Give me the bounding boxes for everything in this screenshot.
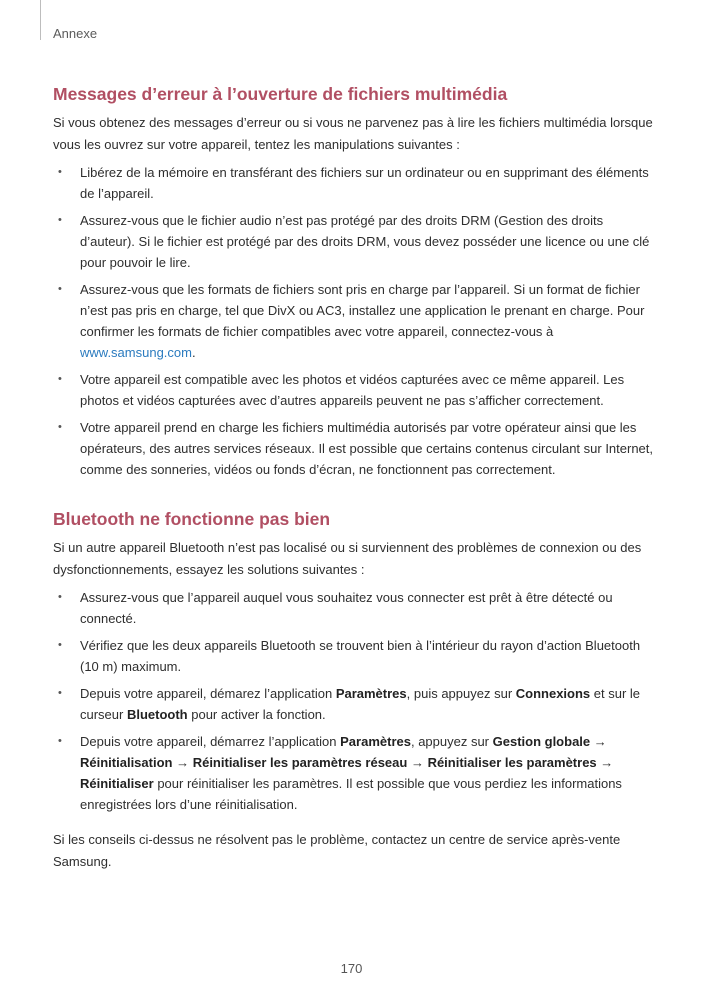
section-intro-media-errors: Si vous obtenez des messages d’erreur ou si vous ne parvenez pas à lire les fichiers multimédia lorsque vous les ouvrez sur votre appareil, tentez les manipulations suivantes : bbox=[53, 115, 653, 152]
list-item: • Vérifiez que les deux appareils Bluetooth se trouvent bien à l’intérieur du rayon d’action Bluetooth (10 m) maximum. bbox=[53, 635, 653, 677]
bullet-icon: • bbox=[58, 591, 62, 603]
media-errors-list bbox=[53, 162, 653, 480]
bullet-icon: • bbox=[58, 214, 62, 226]
bullet-icon: • bbox=[58, 166, 62, 178]
section-intro-bluetooth: Si un autre appareil Bluetooth n’est pas localisé ou si surviennent des problèmes de connexion ou des dysfonctionnements, essayez les solutions suivantes : bbox=[53, 540, 642, 577]
section-title-bluetooth: Bluetooth ne fonctionne pas bien bbox=[53, 509, 331, 529]
bullet-icon: • bbox=[58, 735, 62, 747]
header-side-rule bbox=[40, 0, 41, 40]
list-item: • Depuis votre appareil, démarez l’application Paramètres, puis appuyez sur Connexions et sur le curseur Bluetooth pour activer la fonction. bbox=[53, 683, 653, 725]
header-label: Annexe bbox=[53, 26, 98, 41]
list-item: • Votre appareil est compatible avec les photos et vidéos capturées avec ce même appareil. Les photos et vidéos capturées avec d’autres appareils peuvent ne pas s’afficher correctement. bbox=[53, 369, 653, 411]
bullet-icon: • bbox=[58, 373, 62, 385]
list-item: • Libérez de la mémoire en transférant des fichiers sur un ordinateur ou en supprimant des éléments de l’appareil. bbox=[53, 162, 653, 204]
section-bluetooth bbox=[53, 507, 653, 873]
bluetooth-list bbox=[53, 587, 653, 815]
bullet-icon: • bbox=[58, 639, 62, 651]
bullet-icon: • bbox=[58, 687, 62, 699]
closing-paragraph: Si les conseils ci-dessus ne résolvent pas le problème, contactez un centre de service après-vente Samsung. bbox=[53, 832, 621, 869]
bullet-icon: • bbox=[58, 421, 62, 433]
list-item: • Assurez-vous que le fichier audio n’est pas protégé par des droits DRM (Gestion des droits d’auteur). Si le fichier est protégé par des droits DRM, vous devez posséder une licence ou une clé pour pouvoir le lire. bbox=[53, 210, 653, 273]
list-item: • Assurez-vous que l’appareil auquel vous souhaitez vous connecter est prêt à être détecté ou connecté. bbox=[53, 587, 653, 629]
list-item: • Depuis votre appareil, démarrez l’application Paramètres, appuyez sur Gestion globale → Réinitialisation → Réinitialiser les paramètres réseau → Réinitialiser les paramètres → Réinitialiser pour réinitialiser les paramètres. Il est possible que vous perdiez les informations enregistrées lors d’une réinitialisation. bbox=[53, 731, 653, 815]
page-content bbox=[53, 82, 653, 873]
bullet-icon: • bbox=[58, 283, 62, 295]
page-number: 170 bbox=[340, 961, 363, 976]
section-title-media-errors: Messages d’erreur à l’ouverture de fichiers multimédia bbox=[53, 84, 508, 104]
list-item: • Assurez-vous que les formats de fichiers sont pris en charge par l’appareil. Si un format de fichier n’est pas pris en charge, tel que DivX ou AC3, installez une application le prenant en charge. Pour confirmer les formats de fichier compatibles avec votre appareil, connectez-vous à www.samsung.com. bbox=[53, 279, 653, 363]
list-item: • Votre appareil prend en charge les fichiers multimédia autorisés par votre opérateur ainsi que les opérateurs, des autres services réseaux. Il est possible que certains contenus circulant sur Internet, comme des sonneries, vidéos ou fonds d’écran, ne fonctionnent pas correctement. bbox=[53, 417, 653, 480]
samsung-website-link[interactable]: www.samsung.com bbox=[80, 345, 192, 360]
